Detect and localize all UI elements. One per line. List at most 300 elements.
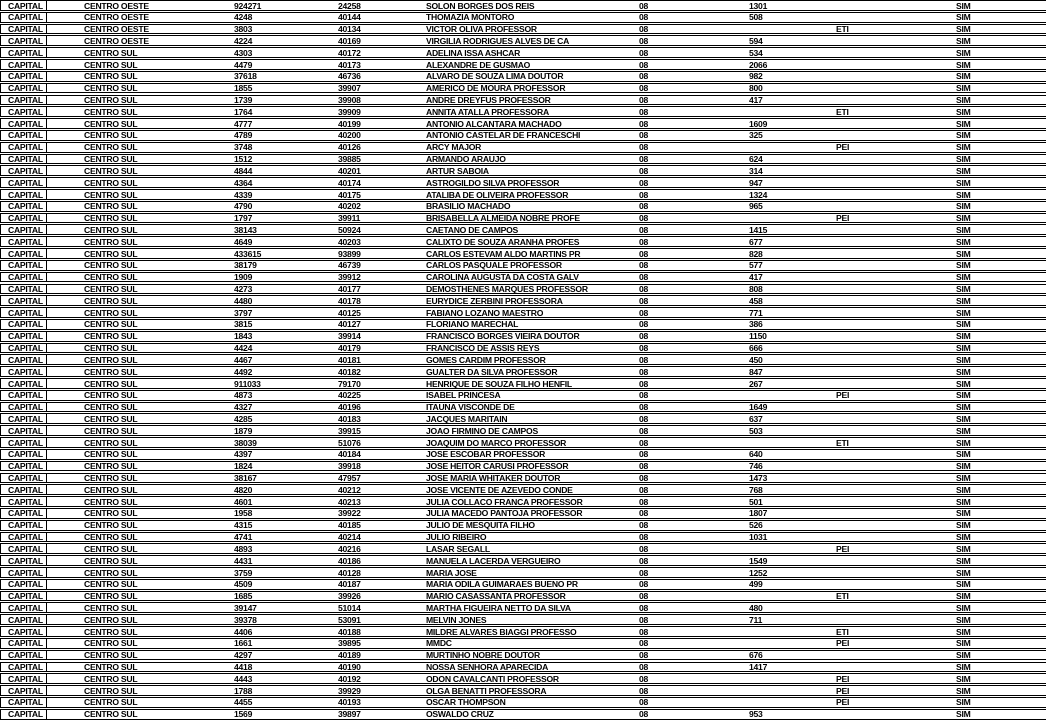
cell-code-1: 37618 (234, 71, 257, 81)
cell-shift: 08 (639, 426, 649, 436)
cell-code-2: 40196 (338, 402, 361, 412)
cell-code-2: 46736 (338, 71, 361, 81)
cell-program: PEI (836, 638, 850, 648)
cell-code-2: 40188 (338, 627, 361, 636)
cell-shift: 08 (639, 461, 649, 471)
table-row (0, 425, 1046, 436)
cell-shift: 08 (639, 579, 649, 589)
cell-count: 508 (749, 12, 763, 22)
cell-code-2: 39915 (338, 426, 361, 436)
cell-district: CENTRO SUL (84, 402, 138, 412)
cell-count: 676 (749, 650, 763, 660)
cell-count: 771 (749, 308, 763, 317)
cell-code-2: 51014 (338, 603, 361, 613)
cell-district: CENTRO SUL (84, 142, 138, 152)
table-row (0, 95, 1046, 106)
cell-count: 1609 (749, 119, 768, 128)
cell-school-name: ALEXANDRE DE GUSMAO (426, 60, 531, 69)
cell-shift: 08 (639, 48, 649, 58)
cell-program (836, 403, 956, 412)
cell-shift: 08 (639, 402, 649, 412)
cell-school-name: ASTROGILDO SILVA PROFESSOR (426, 178, 560, 187)
cell-area: CAPITAL (1, 107, 47, 116)
cell-district: CENTRO SUL (84, 284, 138, 294)
cell-school-name: GOMES CARDIM PROFESSOR (426, 355, 546, 365)
cell-code-1: 4893 (234, 544, 253, 554)
cell-code-2: 39912 (338, 272, 361, 282)
cell-count: 1549 (749, 556, 768, 565)
cell-status: SIM (956, 568, 971, 577)
cell-code-1: 3797 (234, 308, 253, 317)
cell-shift: 08 (639, 308, 649, 317)
table-row (0, 508, 1046, 519)
cell-code-1: 4777 (234, 119, 253, 128)
cell-count: 808 (749, 284, 763, 294)
cell-count (749, 214, 836, 223)
cell-count: 577 (749, 260, 763, 270)
cell-district: CENTRO SUL (84, 355, 138, 365)
cell-status: SIM (956, 650, 971, 660)
cell-school-name: FABIANO LOZANO MAESTRO (426, 308, 544, 317)
cell-shift: 08 (639, 201, 649, 211)
table-row (0, 118, 1046, 129)
cell-status: SIM (956, 414, 971, 424)
cell-status: SIM (956, 272, 971, 282)
cell-status: SIM (956, 319, 971, 329)
cell-area: CAPITAL (1, 391, 47, 400)
cell-code-2: 40185 (338, 520, 361, 530)
cell-code-1: 1797 (234, 213, 253, 223)
cell-shift: 08 (639, 438, 649, 447)
cell-code-2: 40126 (338, 142, 361, 152)
cell-area: CAPITAL (1, 544, 47, 553)
cell-code-1: 3748 (234, 142, 253, 152)
cell-code-2: 39909 (338, 107, 361, 117)
cell-school-name: OSWALDO CRUZ (426, 709, 494, 719)
cell-status: SIM (956, 48, 971, 58)
cell-district: CENTRO SUL (84, 485, 138, 495)
cell-count: 1807 (749, 508, 768, 518)
cell-area: CAPITAL (1, 344, 47, 353)
cell-school-name: CAETANO DE CAMPOS (426, 225, 519, 235)
cell-area: CAPITAL (1, 592, 47, 601)
table-row (0, 35, 1046, 46)
table-row (0, 165, 1046, 176)
cell-program (836, 344, 956, 353)
cell-program (836, 603, 956, 612)
cell-code-2: 40216 (338, 544, 361, 554)
table-row (0, 543, 1046, 554)
table-row (0, 685, 1046, 696)
cell-shift: 08 (639, 556, 649, 565)
cell-shift: 08 (639, 662, 649, 672)
cell-code-1: 4364 (234, 178, 253, 187)
cell-count: 2066 (749, 60, 768, 69)
cell-code-1: 4303 (234, 48, 253, 58)
table-row (0, 461, 1046, 472)
cell-code-2: 40177 (338, 284, 361, 294)
cell-school-name: OLGA BENATTI PROFESSORA (426, 686, 547, 695)
cell-code-2: 40175 (338, 190, 361, 199)
cell-count: 386 (749, 319, 763, 329)
cell-code-2: 40173 (338, 60, 361, 69)
cell-count: 594 (749, 36, 763, 46)
cell-code-2: 40189 (338, 650, 361, 660)
cell-program (836, 296, 956, 305)
cell-shift: 08 (639, 154, 649, 164)
table-row (0, 662, 1046, 673)
cell-shift: 08 (639, 638, 649, 648)
cell-code-1: 1843 (234, 331, 253, 341)
cell-count: 1031 (749, 532, 768, 542)
cell-status: SIM (956, 284, 971, 294)
cell-code-1: 4297 (234, 650, 253, 660)
cell-code-1: 1879 (234, 426, 253, 436)
cell-district: CENTRO SUL (84, 213, 138, 223)
cell-program (836, 13, 956, 22)
cell-program: ETI (836, 24, 849, 34)
cell-code-2: 40186 (338, 556, 361, 565)
cell-code-2: 39911 (338, 213, 361, 223)
cell-code-1: 3759 (234, 568, 253, 577)
cell-school-name: CAROLINA AUGUSTA DA COSTA GALV (426, 272, 579, 282)
cell-code-1: 4443 (234, 674, 253, 684)
cell-school-name: VICTOR OLIVA PROFESSOR (426, 24, 537, 34)
cell-status: SIM (956, 508, 971, 518)
table-row (0, 567, 1046, 578)
cell-program (836, 308, 956, 317)
cell-code-1: 38143 (234, 225, 257, 235)
cell-status: SIM (956, 154, 971, 164)
cell-code-1: 4424 (234, 343, 253, 353)
table-row (0, 343, 1046, 354)
cell-program (836, 131, 956, 140)
cell-district: CENTRO SUL (84, 190, 138, 199)
cell-shift: 08 (639, 508, 649, 518)
cell-district: CENTRO SUL (84, 260, 138, 270)
cell-code-2: 40134 (338, 24, 361, 34)
cell-school-name: ANTONIO ALCANTARA MACHADO (426, 119, 562, 128)
cell-code-1: 1958 (234, 508, 253, 518)
cell-school-name: JOAQUIM DO MARCO PROFESSOR (426, 438, 567, 447)
cell-program: PEI (836, 686, 850, 695)
cell-district: CENTRO SUL (84, 48, 138, 58)
cell-code-1: 38179 (234, 260, 257, 270)
cell-status: SIM (956, 520, 971, 530)
cell-shift: 08 (639, 591, 649, 601)
table-row (0, 295, 1046, 306)
cell-code-1: 4418 (234, 662, 253, 672)
cell-code-2: 53091 (338, 615, 361, 625)
table-row (0, 236, 1046, 247)
cell-shift: 08 (639, 119, 649, 128)
cell-school-name: ARTUR SABOIA (426, 166, 489, 176)
cell-code-1: 1824 (234, 461, 253, 471)
cell-code-1: 1661 (234, 638, 253, 648)
cell-program (836, 155, 956, 164)
cell-program (836, 485, 956, 494)
cell-area: CAPITAL (1, 72, 47, 81)
cell-program (836, 320, 956, 329)
cell-program (836, 249, 956, 258)
cell-area: CAPITAL (1, 674, 47, 683)
cell-code-1: 4741 (234, 532, 253, 542)
cell-area: CAPITAL (1, 426, 47, 435)
cell-shift: 08 (639, 367, 649, 376)
cell-school-name: JULIO DE MESQUITA FILHO (426, 520, 535, 530)
cell-program (836, 533, 956, 542)
cell-code-1: 4273 (234, 284, 253, 294)
cell-district: CENTRO SUL (84, 71, 138, 81)
cell-school-name: ADELINA ISSA ASHCAR (426, 48, 521, 58)
cell-count: 965 (749, 201, 763, 211)
cell-area: CAPITAL (1, 403, 47, 412)
cell-code-2: 39885 (338, 154, 361, 164)
cell-status: SIM (956, 343, 971, 353)
table-row (0, 284, 1046, 295)
cell-area: CAPITAL (1, 603, 47, 612)
cell-program (836, 521, 956, 530)
cell-code-2: 40128 (338, 568, 361, 577)
cell-code-2: 40169 (338, 36, 361, 46)
cell-program: ETI (836, 107, 849, 117)
cell-code-1: 1512 (234, 154, 253, 164)
cell-status: SIM (956, 331, 971, 341)
cell-code-2: 40174 (338, 178, 361, 187)
cell-status: SIM (956, 426, 971, 436)
cell-shift: 08 (639, 296, 649, 306)
cell-program: ETI (836, 627, 849, 636)
table-row (0, 579, 1046, 590)
cell-program (836, 497, 956, 506)
cell-shift: 08 (639, 60, 649, 69)
cell-count: 711 (749, 615, 763, 625)
cell-shift: 08 (639, 36, 649, 46)
cell-count (749, 592, 836, 601)
cell-code-2: 40187 (338, 579, 361, 589)
cell-code-1: 1569 (234, 709, 253, 719)
cell-program (836, 450, 956, 459)
cell-count: 480 (749, 603, 763, 613)
cell-school-name: ARCY MAJOR (426, 142, 482, 152)
cell-code-1: 4790 (234, 201, 253, 211)
cell-count (749, 25, 836, 34)
cell-school-name: ANDRE DREYFUS PROFESSOR (426, 95, 551, 105)
cell-code-1: 4431 (234, 556, 253, 565)
cell-count (749, 698, 836, 707)
cell-district: CENTRO SUL (84, 603, 138, 613)
cell-status: SIM (956, 497, 971, 506)
cell-code-1: 4224 (234, 36, 253, 46)
cell-status: SIM (956, 603, 971, 613)
cell-area: CAPITAL (1, 225, 47, 234)
cell-status: SIM (956, 237, 971, 247)
cell-code-2: 40192 (338, 674, 361, 684)
cell-count: 526 (749, 520, 763, 530)
cell-count: 417 (749, 95, 763, 105)
cell-status: SIM (956, 591, 971, 601)
cell-area: CAPITAL (1, 84, 47, 93)
cell-school-name: SOLON BORGES DOS REIS (426, 1, 535, 10)
cell-code-1: 4873 (234, 390, 253, 400)
cell-shift: 08 (639, 331, 649, 341)
cell-code-1: 1855 (234, 83, 253, 93)
cell-code-2: 40201 (338, 166, 361, 176)
cell-count: 1150 (749, 331, 767, 341)
cell-school-name: JULIA MACEDO PANTOJA PROFESSOR (426, 508, 583, 518)
cell-area: CAPITAL (1, 485, 47, 494)
table-row (0, 673, 1046, 684)
cell-code-1: 1685 (234, 591, 253, 601)
cell-shift: 08 (639, 319, 649, 329)
cell-school-name: MANUELA LACERDA VERGUEIRO (426, 556, 561, 565)
cell-status: SIM (956, 166, 971, 176)
table-row (0, 130, 1046, 141)
cell-shift: 08 (639, 1, 649, 10)
cell-status: SIM (956, 402, 971, 412)
table-row (0, 106, 1046, 117)
cell-district: CENTRO SUL (84, 638, 138, 648)
cell-status: SIM (956, 178, 971, 187)
table-row (0, 71, 1046, 82)
cell-program (836, 48, 956, 57)
cell-district: CENTRO SUL (84, 343, 138, 353)
cell-shift: 08 (639, 449, 649, 459)
cell-school-name: ALVARO DE SOUZA LIMA DOUTOR (426, 71, 564, 81)
cell-code-1: 1764 (234, 107, 253, 117)
cell-school-name: ATALIBA DE OLIVEIRA PROFESSOR (426, 190, 569, 199)
cell-count: 947 (749, 178, 763, 187)
cell-program (836, 332, 956, 341)
cell-program (836, 615, 956, 624)
cell-status: SIM (956, 260, 971, 270)
cell-count: 1301 (749, 1, 768, 10)
cell-area: CAPITAL (1, 379, 47, 388)
cell-district: CENTRO SUL (84, 686, 138, 695)
cell-school-name: CARLOS ESTEVAM ALDO MARTINS PR (426, 249, 581, 258)
cell-school-name: ISABEL PRINCESA (426, 390, 501, 400)
cell-count (749, 107, 836, 116)
cell-program (836, 72, 956, 81)
cell-status: SIM (956, 449, 971, 459)
cell-school-name: MMDC (426, 638, 452, 648)
table-row (0, 520, 1046, 531)
cell-code-2: 40181 (338, 355, 361, 365)
table-row (0, 650, 1046, 661)
cell-code-2: 40125 (338, 308, 361, 317)
cell-code-1: 4480 (234, 296, 253, 306)
cell-school-name: ARMANDO ARAUJO (426, 154, 506, 164)
cell-district: CENTRO SUL (84, 367, 138, 376)
table-row (0, 354, 1046, 365)
cell-school-name: OSCAR THOMPSON (426, 697, 506, 707)
cell-code-2: 40172 (338, 48, 361, 58)
cell-area: CAPITAL (1, 462, 47, 471)
cell-program (836, 261, 956, 270)
cell-school-name: FRANCISCO DE ASSIS REYS (426, 343, 540, 353)
cell-area: CAPITAL (1, 438, 47, 447)
cell-shift: 08 (639, 390, 649, 400)
cell-status: SIM (956, 379, 971, 388)
cell-program (836, 178, 956, 187)
cell-school-name: JULIA COLLACO FRANCA PROFESSOR (426, 497, 583, 506)
cell-school-name: ITAUNA VISCONDE DE (426, 402, 515, 412)
cell-program: PEI (836, 697, 850, 707)
table-row (0, 697, 1046, 708)
cell-school-name: ODON CAVALCANTI PROFESSOR (426, 674, 559, 684)
cell-status: SIM (956, 627, 971, 636)
cell-count (749, 627, 836, 636)
cell-shift: 08 (639, 414, 649, 424)
cell-school-name: MURTINHO NOBRE DOUTOR (426, 650, 540, 660)
cell-area: CAPITAL (1, 651, 47, 660)
cell-status: SIM (956, 1, 971, 10)
cell-school-name: MARIA JOSE (426, 568, 477, 577)
cell-area: CAPITAL (1, 202, 47, 211)
cell-code-2: 47957 (338, 473, 361, 483)
cell-school-name: NOSSA SENHORA APARECIDA (426, 662, 549, 672)
cell-shift: 08 (639, 627, 649, 636)
cell-shift: 08 (639, 697, 649, 707)
cell-code-2: 39929 (338, 686, 361, 695)
cell-area: CAPITAL (1, 214, 47, 223)
cell-code-2: 40182 (338, 367, 361, 376)
cell-district: CENTRO SUL (84, 296, 138, 306)
cell-program (836, 556, 956, 565)
cell-code-1: 3815 (234, 319, 253, 329)
cell-code-2: 40213 (338, 497, 361, 506)
cell-code-2: 39926 (338, 591, 361, 601)
cell-code-2: 39907 (338, 83, 361, 93)
cell-count: 677 (749, 237, 763, 247)
cell-school-name: GUALTER DA SILVA PROFESSOR (426, 367, 558, 376)
cell-status: SIM (956, 225, 971, 235)
cell-district: CENTRO SUL (84, 178, 138, 187)
cell-district: CENTRO OESTE (84, 12, 149, 22)
cell-area: CAPITAL (1, 13, 47, 22)
cell-district: CENTRO SUL (84, 308, 138, 317)
cell-area: CAPITAL (1, 119, 47, 128)
cell-shift: 08 (639, 12, 649, 22)
cell-district: CENTRO SUL (84, 615, 138, 625)
cell-program (836, 568, 956, 577)
cell-shift: 08 (639, 355, 649, 365)
cell-program (836, 36, 956, 45)
table-row (0, 24, 1046, 35)
cell-area: CAPITAL (1, 190, 47, 199)
cell-district: CENTRO SUL (84, 438, 138, 447)
cell-district: CENTRO SUL (84, 154, 138, 164)
cell-code-2: 39914 (338, 331, 361, 341)
cell-code-2: 40199 (338, 119, 361, 128)
cell-count: 624 (749, 154, 763, 164)
cell-status: SIM (956, 36, 971, 46)
cell-area: CAPITAL (1, 686, 47, 695)
cell-status: SIM (956, 367, 971, 376)
cell-count (749, 438, 836, 447)
cell-area: CAPITAL (1, 96, 47, 105)
cell-school-name: BRISABELLA ALMEIDA NOBRE PROFE (426, 213, 580, 223)
cell-code-2: 40214 (338, 532, 361, 542)
cell-code-1: 4406 (234, 627, 253, 636)
cell-count: 1324 (749, 190, 768, 199)
cell-shift: 08 (639, 130, 649, 140)
cell-status: SIM (956, 12, 971, 22)
cell-program (836, 651, 956, 660)
cell-district: CENTRO SUL (84, 331, 138, 341)
cell-code-1: 4327 (234, 402, 253, 412)
cell-count (749, 674, 836, 683)
